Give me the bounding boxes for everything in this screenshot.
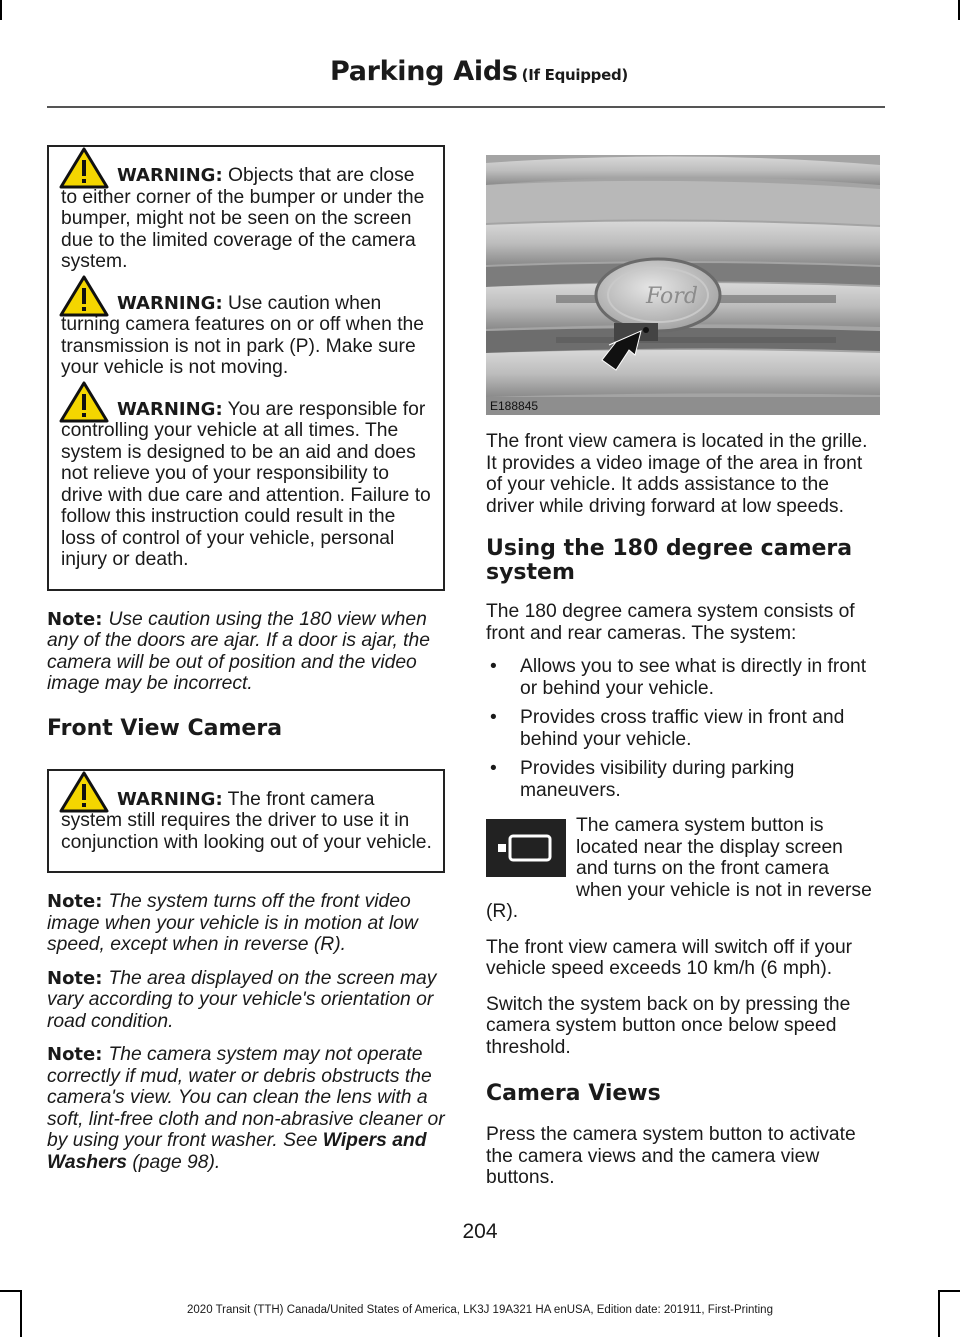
warning-paragraph xyxy=(61,399,435,571)
grille-photo-image xyxy=(486,155,880,415)
list-item: • Provides cross traffic view in front and behind your vehicle. xyxy=(486,707,880,750)
paragraph-camera-views: Press the camera system button to activate the camera views and the camera view buttons. xyxy=(486,1124,856,1188)
warning-label: WARNING: xyxy=(117,165,223,186)
warning-text: Objects that are close to either corner of the bumper or under the bumper, might not be seen on the screen due to the limited coverage of the camera system. xyxy=(61,165,425,272)
warning-paragraph xyxy=(61,293,435,379)
warning-label: WARNING: xyxy=(117,788,223,810)
note-text: The system turns off the front video image when your vehicle is in motion at low speed, except when in reverse (R). xyxy=(47,891,418,955)
note-label: Note: xyxy=(47,608,103,630)
header-subtitle: (If Equipped) xyxy=(521,66,628,84)
right-column xyxy=(486,155,880,1189)
paragraph-camera-location: The front view camera is located in the grille. It provides a video image of the area in front of your vehicle. It adds assistance to the driver while driving forward at low speeds. xyxy=(486,431,868,517)
note-text: The camera system may not operate correctly if mud, water or debris obstructs the camera's view. You can clean the lens with a soft, lint-free cloth and non-abrasive cleaner or by using your front washer. See xyxy=(47,1044,445,1151)
warning-text: You are responsible for controlling your vehicle at all times. The system is designed to be an aid and does not relieve you of your responsibility to drive with due care and attention. Failure to follow this instruction could result in the loss of control of your vehicle, personal injury or death. xyxy=(61,398,431,570)
note-paragraph xyxy=(47,609,445,695)
figure-label: E188845 xyxy=(490,399,539,413)
warning-triangle-icon xyxy=(59,147,109,189)
note-paragraph xyxy=(47,891,445,956)
warning-label: WARNING: xyxy=(117,398,223,420)
warning-box xyxy=(47,769,445,874)
note-paragraph xyxy=(47,1044,445,1173)
crop-mark xyxy=(938,1290,960,1292)
wipers-and-washers-link[interactable]: Wipers and Washers xyxy=(47,1130,427,1173)
section-heading-180-camera: Using the 180 degree camera system xyxy=(486,536,853,585)
paragraph-switch-off: The front view camera will switch off if your vehicle speed exceeds 10 km/h (6 mph). xyxy=(486,936,853,979)
note-text: Use caution using the 180 view when any of the doors are ajar. If a door is ajar, the camera will be out of position and the video image may be incorrect. xyxy=(47,608,430,694)
feature-list xyxy=(486,656,880,801)
left-column xyxy=(47,145,445,1173)
paragraph-switch-on: Switch the system back on by pressing the camera system button once below speed threshold. xyxy=(486,993,851,1058)
warning-paragraph xyxy=(61,165,435,273)
paragraph-camera-button xyxy=(486,815,880,923)
note-label: Note: xyxy=(47,891,103,912)
list-item: • Allows you to see what is directly in front or behind your vehicle. xyxy=(486,656,880,699)
paragraph-180-system: The 180 degree camera system consists of front and rear cameras. The system: xyxy=(486,601,855,644)
camera-button-text: The camera system button is located near the display screen and turns on the front camera when your vehicle is not in reverse (R). xyxy=(486,815,872,922)
section-heading-camera-views: Camera Views xyxy=(486,1081,661,1106)
warning-triangle-icon xyxy=(59,275,109,317)
note-text: The area displayed on the screen may vary according to your vehicle's orientation or road condition. xyxy=(47,967,437,1032)
header-title: Parking Aids xyxy=(329,56,518,87)
warning-triangle-icon xyxy=(59,771,109,813)
warning-label: WARNING: xyxy=(117,292,223,314)
camera-button-icon xyxy=(486,819,566,877)
list-item: • Provides visibility during parking maneuvers. xyxy=(486,758,880,801)
warning-triangle-icon xyxy=(59,381,109,423)
crop-mark xyxy=(0,0,2,20)
note-label: Note: xyxy=(47,1044,103,1065)
section-heading-front-view-camera: Front View Camera xyxy=(47,715,283,741)
note-paragraph xyxy=(47,968,445,1033)
page-header xyxy=(0,56,628,87)
footer-edition-info: 2020 Transit (TTH) Canada/United States of America, LK3J 19A321 HA enUSA, Edition date: 201911, First-Printing xyxy=(187,1304,773,1316)
crop-mark xyxy=(0,1290,22,1292)
warning-box xyxy=(47,145,445,591)
warning-paragraph xyxy=(61,789,435,854)
page-number: 204 xyxy=(462,1220,498,1243)
front-grille-camera-photo xyxy=(486,155,880,415)
warning-text: The front camera system still requires the driver to use it in conjunction with looking out of your vehicle. xyxy=(61,788,432,853)
warning-text: Use caution when turning camera features on or off when the transmission is not in park (P). Make sure your vehicle is not moving. xyxy=(61,292,424,378)
svg-text:Ford: Ford xyxy=(646,284,698,309)
note-label: Note: xyxy=(47,967,103,989)
page-reference: (page 98). xyxy=(132,1151,221,1173)
header-rule xyxy=(47,106,885,108)
